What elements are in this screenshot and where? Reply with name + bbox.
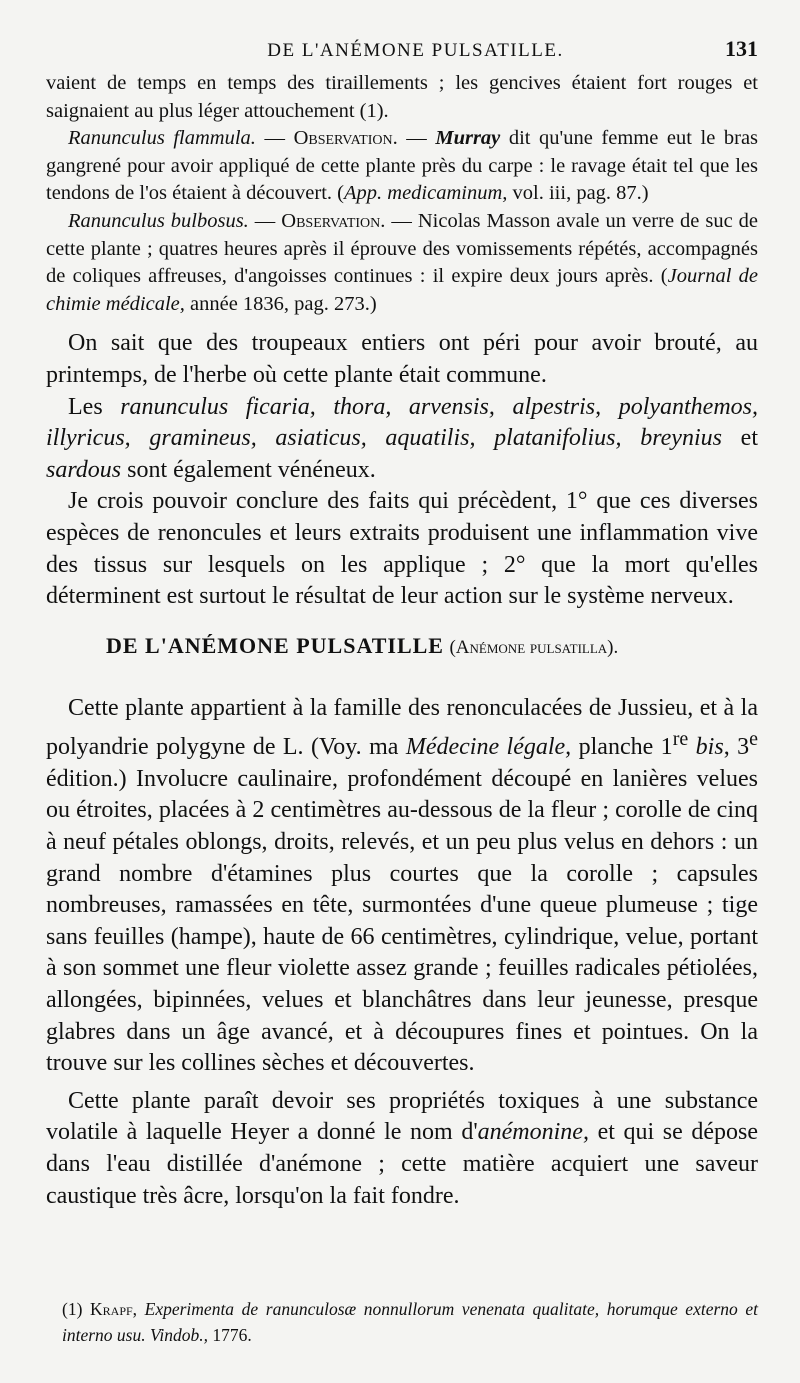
- footnote-mark: (1): [62, 1299, 91, 1319]
- paragraph-text: Nicolas Masson avale un verre de suc de cette plante ; quatres heures après il éprouve des vomissements répétés, accompagnés de coliques affreuses, d'angoisses continues : il expire deux jours après. (: [46, 209, 759, 288]
- section-title: DE L'ANÉMONE PULSATILLE: [106, 632, 444, 658]
- paragraph-ranunculus-flammula: [46, 125, 758, 208]
- paragraph-description: [46, 693, 758, 1080]
- dash: —: [248, 209, 282, 232]
- observation-label: Observation.: [293, 127, 398, 150]
- paragraph-other-species: [46, 392, 758, 487]
- species-name: Ranunculus flammula.: [68, 127, 256, 150]
- paragraph-text: Je crois pouvoir conclure des faits qui précèdent, 1° que ces diverses espèces de renoncules et leurs extraits produisent une inflammation vive des tissus sur lesquels on les applique ; 2° que la mort qu'elles déterminent est surtout le résultat de leur action sur le système nerveux.: [46, 488, 758, 610]
- paragraph-text: Cette plante appartient à la famille des renonculacées de Jussieu, et à la polyandrie polygyne de L. (Voy. ma: [46, 694, 758, 761]
- section-heading: [46, 633, 758, 659]
- paragraph-text: vaient de temps en temps des tiraillements ; les gencives étaient fort rouges et saignaient au plus léger attouchement (1).: [46, 72, 758, 122]
- observation-label: Observation.: [281, 209, 386, 232]
- paragraph-text: On sait que des troupeaux entiers ont péri pour avoir brouté, au printemps, de l'herbe où cette plante était commune.: [46, 330, 758, 388]
- paragraph-conclusion: [46, 486, 758, 612]
- paragraph-troupeaux: [46, 328, 758, 391]
- footnote: [62, 1296, 758, 1348]
- paragraph-properties: [46, 1086, 758, 1212]
- species-name: sardous: [46, 456, 122, 483]
- bis-label: bis: [695, 734, 724, 761]
- paragraph-text: sont également vénéneux.: [121, 456, 376, 483]
- dash: —: [397, 127, 436, 150]
- citation-detail: année 1836, pag. 273.): [184, 292, 377, 315]
- paragraph-text: [688, 734, 695, 760]
- citation: App. medicaminum,: [344, 182, 508, 205]
- footnote-year: 1776.: [208, 1325, 252, 1345]
- citation: Journal de chimie médicale,: [46, 265, 758, 315]
- author-name: Murray: [435, 127, 501, 150]
- paragraph-continuation: [46, 70, 758, 125]
- citation-detail: vol. iii, pag. 87.): [507, 182, 649, 205]
- superscript: re: [672, 728, 689, 751]
- paragraph-text: Les: [68, 393, 121, 420]
- species-list: ranunculus ficaria, thora, arvensis, alpestris, polyanthemos, illyricus, gramineus, asiaticus, aquatilis, platanifolius, breynius: [46, 393, 759, 452]
- paragraph-text: dit qu'une femme eut le bras gangrené pour avoir appliqué de cette plante près du carpe : le ravage était tel que les tendons de l'os étaient à découvert. (: [46, 127, 759, 205]
- paragraph-text: planche 1: [571, 734, 673, 761]
- spacer: [46, 318, 758, 328]
- footnote-title: Experimenta de ranunculosæ nonnullorum venenata qualitate, horumque externo et interno usu. Vindob.,: [62, 1299, 759, 1345]
- dash: —: [385, 209, 418, 232]
- paragraph-text: , 3: [723, 734, 750, 761]
- book-title: Médecine légale,: [405, 734, 572, 761]
- superscript: e: [749, 728, 759, 751]
- term-anemonine: anémonine,: [477, 1119, 589, 1146]
- paragraph-text: Cette plante paraît devoir ses propriétés toxiques à une substance volatile à laquelle Heyer a donné le nom d': [46, 1087, 758, 1146]
- running-title: DE L'ANÉMONE PULSATILLE.: [267, 40, 564, 61]
- paragraph-text: et: [721, 425, 758, 452]
- paragraph-ranunculus-bulbosus: [46, 208, 758, 318]
- footnote-author: Krapf,: [90, 1299, 138, 1319]
- paragraph-text: et qui se dépose dans l'eau distillée d'anémone ; cette matière acquiert une saveur caustique très âcre, lorsqu'on la fait fondre.: [46, 1119, 758, 1209]
- species-name: Ranunculus bulbosus.: [68, 209, 249, 232]
- paragraph-text: édition.) Involucre caulinaire, profondément découpé en lanières velues ou étroites, placées à 2 centimètres au-dessous de la fleur ; corolle de cinq à neuf pétales oblongs, droits, relevés, et un peu plus velus en dehors : un grand nombre d'étamines plus courtes que la corolle ; capsules nombreuses, ramassées en tête, surmontées d'une queue plumeuse ; tige sans feuilles (hampe), haute de 66 centimètres, cylindrique, velue, portant à son sommet une fleur violette assez grande ; feuilles radicales pétiolées, allongées, bipinnées, velues et blanchâtres dans leur jeunesse, presque glabres dans un âge avancé, et à découpures fines et pointues. On la trouve sur les collines sèches et découvertes.: [46, 765, 758, 1077]
- dash: —: [255, 127, 294, 150]
- section-latin-name: (Anémone pulsatilla).: [449, 636, 619, 658]
- page-number: 131: [725, 36, 758, 61]
- page-header: [46, 36, 758, 70]
